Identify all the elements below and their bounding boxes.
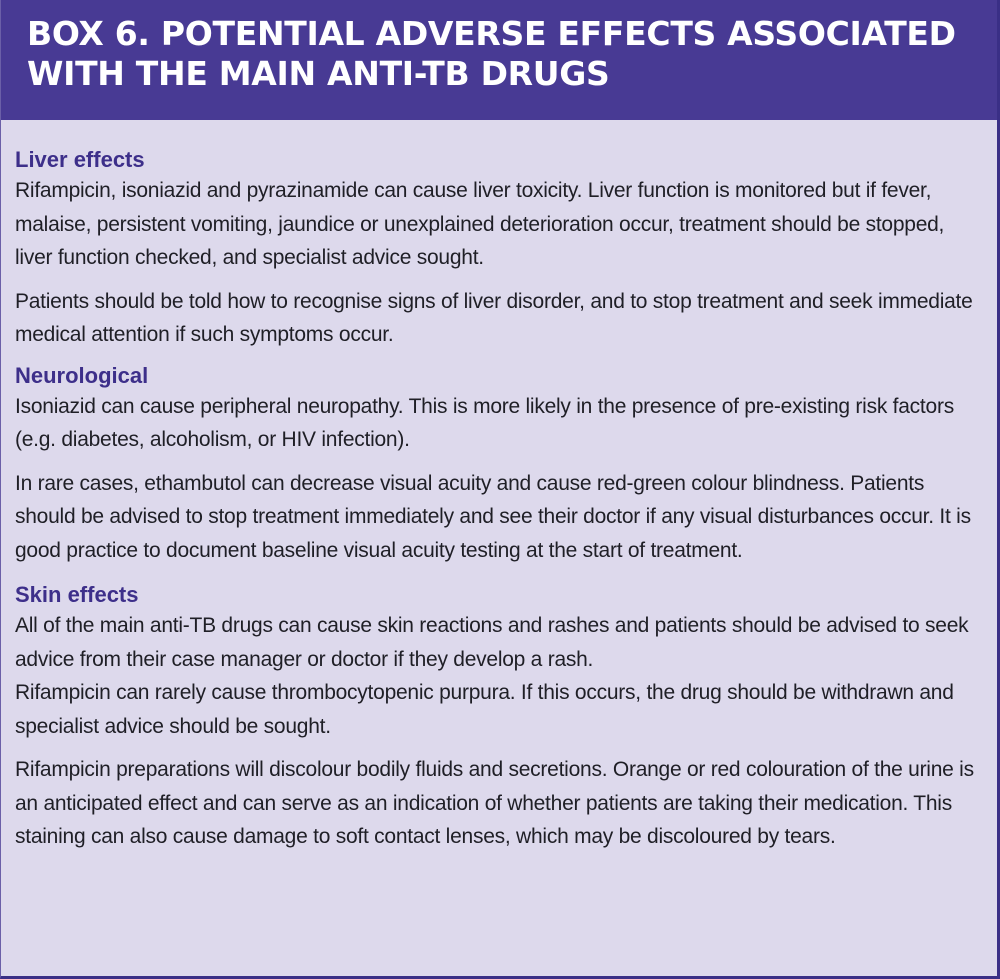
section-heading-liver-effects: Liver effects (15, 147, 145, 172)
paragraph: In rare cases, ethambutol can decrease visual acuity and cause red-green colour blindness. Patients should be advised to stop treatment immediately and see their doctor if any visual disturbances occur. It is good practice to document baseline visual acuity testing at the start of treatment. (15, 471, 971, 562)
paragraph: All of the main anti-TB drugs can cause skin reactions and rashes and patients should be advised to seek advice from their case manager or doctor if they develop a rash. (15, 614, 969, 671)
paragraph: Patients should be told how to recognise signs of liver disorder, and to stop treatment and seek immediate medical attention if such symptoms occur. (15, 289, 973, 346)
section-heading-skin-effects: Skin effects (15, 582, 139, 607)
paragraph: Rifampicin preparations will discolour bodily fluids and secretions. Orange or red colouration of the urine is an anticipated effect and can serve as an indication of whether patients are taking their medication. This staining can also cause damage to soft contact lenses, which may be discoloured by tears. (15, 758, 974, 848)
section-heading-neurological: Neurological (15, 362, 149, 388)
paragraph: Isoniazid can cause peripheral neuropathy. This is more likely in the presence of pre-existing risk factors (e.g. diabetes, alcoholism, or HIV infection). (15, 394, 954, 451)
box-title: BOX 6. POTENTIAL ADVERSE EFFECTS ASSOCIATED WITH THE MAIN ANTI-TB DRUGS (27, 14, 956, 93)
section-skin-effects (15, 581, 985, 854)
box-content (1, 120, 997, 854)
paragraph: Rifampicin, isoniazid and pyrazinamide can cause liver toxicity. Liver function is monitored but if fever, malaise, persistent vomiting, jaundice or unexplained deterioration occur, treatment should be stopped, liver function checked, and specialist advice sought. (15, 179, 945, 269)
box-header (1, 0, 997, 120)
paragraph: Rifampicin can rarely cause thrombocytopenic purpura. If this occurs, the drug should be withdrawn and specialist advice should be sought. (15, 681, 954, 738)
section-liver-effects (15, 146, 985, 352)
section-neurological (15, 362, 985, 568)
